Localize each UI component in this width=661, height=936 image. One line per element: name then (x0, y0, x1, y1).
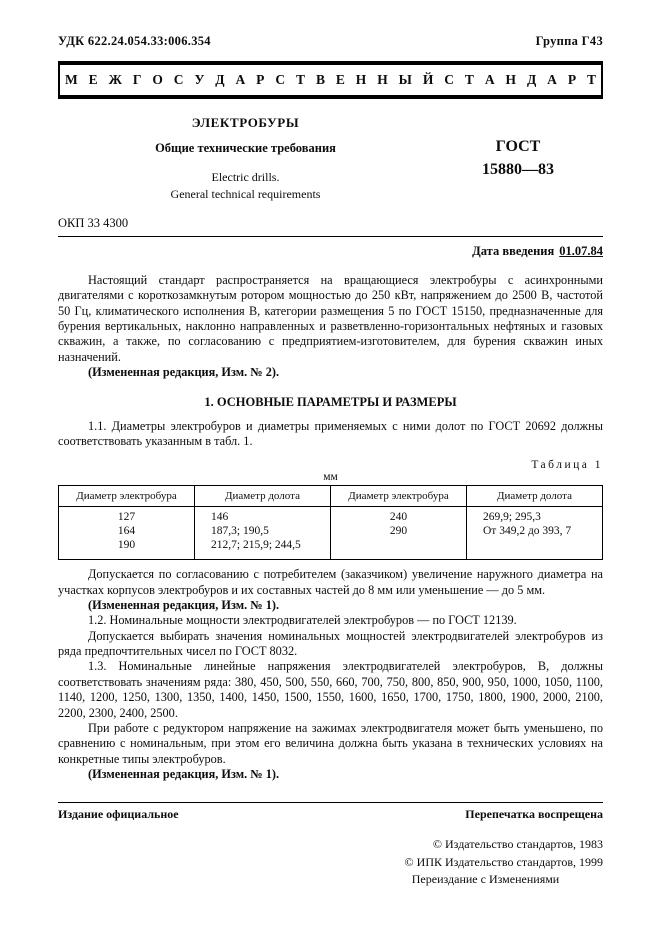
copyright-line: © ИПК Издательство стандартов, 1999 (404, 854, 603, 869)
table-header-cell: Диаметр электробура (331, 486, 467, 507)
effective-date-line (58, 244, 603, 259)
footer-labels-row (58, 807, 603, 822)
diameters-table (58, 485, 603, 560)
top-meta-row (58, 34, 603, 49)
table-1-unit: мм (323, 471, 338, 484)
paragraph-1-3: 1.3. Номинальные линейные напряжения электродвигателей электробуров, В, должны соответствовать значениям ряда: 380, 450, 500, 550, 660, 700, 750, 800, 850, 900, 950, 1000, 1050, 1100, 1140, 1200, 1250, 1300, 1350, 1400, 1450, 1500, 1550, 1600, 1650, 1700, 1750, 1800, 1900, 2000, 2100, 2200, 2300, 2400, 2500. (58, 659, 603, 720)
gost-designation-label: ГОСТ (495, 138, 541, 156)
table-row (59, 507, 603, 525)
copyright-line: © Издательство стандартов, 1983 (432, 837, 603, 852)
section-1-heading: 1. ОСНОВНЫЕ ПАРАМЕТРЫ И РАЗМЕРЫ (204, 394, 457, 409)
table-cell (467, 538, 603, 560)
doc-title-ru: ЭЛЕКТРОБУРЫ (191, 115, 300, 130)
header-divider (58, 236, 603, 237)
title-left-column (58, 115, 433, 202)
table-cell (331, 538, 467, 560)
doc-subtitle-ru: Общие технические требования (155, 141, 336, 155)
reprint-prohibited-label: Перепечатка воспрещена (465, 807, 603, 822)
document-body (58, 273, 603, 782)
table-header-cell: Диаметр долота (467, 486, 603, 507)
page-footer (58, 802, 603, 888)
doc-subtitle-en: General technical requirements (170, 187, 321, 201)
table-cell: 146 (195, 507, 331, 525)
copyright-block (368, 836, 603, 888)
table-header-cell: Диаметр электробура (59, 486, 195, 507)
paragraph-tolerance: Допускается по согласованию с потребителем (заказчиком) увеличение наружного диаметра на участках корпусов электробуров и их составных частей до 8 мм или уменьшение — до 5 мм. (58, 567, 603, 597)
table-cell: 190 (59, 538, 195, 560)
footer-divider (58, 802, 603, 803)
doc-title-en: Electric drills. (211, 170, 280, 184)
table-cell: 164 (59, 524, 195, 538)
table-cell: 187,3; 190,5 (195, 524, 331, 538)
table-row (59, 538, 603, 560)
table-cell: От 349,2 до 393, 7 (467, 524, 603, 538)
gost-designation-number: 15880—83 (482, 160, 554, 178)
paragraph-1-2b: Допускается выбирать значения номинальных мощностей электродвигателей электробуров из ряда предпочтительных чисел по ГОСТ 8032. (58, 628, 603, 659)
table-1-label: Таблица 1 (531, 459, 603, 472)
revision-note: (Измененная редакция, Изм. № 2). (88, 365, 280, 380)
paragraph-1-3b: При работе с редуктором напряжение на зажимах электродвигателя может быть уменьшено, по сравнению с номинальным, при этом его величина должна быть указана в технических условиях на конкретные типы электробуров. (58, 720, 603, 766)
effective-date-value: 01.07.84 (559, 244, 603, 258)
paragraph-1-1: 1.1. Диаметры электробуров и диаметры применяемых с ними долот по ГОСТ 20692 должны соответствовать указанным в табл. 1. (58, 418, 603, 448)
table-cell: 212,7; 215,9; 244,5 (195, 538, 331, 560)
table-cell: 290 (331, 524, 467, 538)
table-header-cell: Диаметр долота (195, 486, 331, 507)
okp-code: ОКП 33 4300 (58, 216, 129, 230)
paragraph-1-2: 1.2. Номинальные мощности электродвигателей электробуров — по ГОСТ 12139. (88, 613, 517, 628)
table-row (59, 524, 603, 538)
group-label: Группа Г43 (535, 34, 603, 48)
reissue-line: Переиздание с Изменениями (411, 872, 560, 887)
intro-paragraph: Настоящий стандарт распространяется на вращающиеся электробуры с асинхронными двигателями с короткозамкнутым ротором мощностью до 250 кВт, напряжением до 2500 В, частотой 50 Гц, климатического исполнения В, категории размещения 5 по ГОСТ 15150, предназначенные для бурения вертикальных, наклонно направленных и разветвленно-горизонтальных нефтяных и газовых скважин, а также, по согласованию с предприятием-изготовителем, для бурения скважин иных назначений. (58, 273, 603, 364)
gost-designation (433, 115, 603, 202)
table-cell: 240 (331, 507, 467, 525)
official-edition-label: Издание официальное (58, 807, 179, 822)
table-header-row (59, 486, 603, 507)
interstate-standard-banner: М Е Ж Г О С У Д А Р С Т В Е Н Н Ы Й С Т А Н Д А Р Т (58, 61, 603, 99)
revision-note: (Измененная редакция, Изм. № 1). (88, 598, 280, 612)
revision-note: (Измененная редакция, Изм. № 1). (88, 766, 280, 781)
title-block (58, 115, 603, 202)
table-cell: 127 (59, 507, 195, 525)
table-cell: 269,9; 295,3 (467, 507, 603, 525)
effective-date-label: Дата введения (472, 244, 555, 258)
udk-number: УДК 622.24.054.33:006.354 (58, 34, 211, 48)
